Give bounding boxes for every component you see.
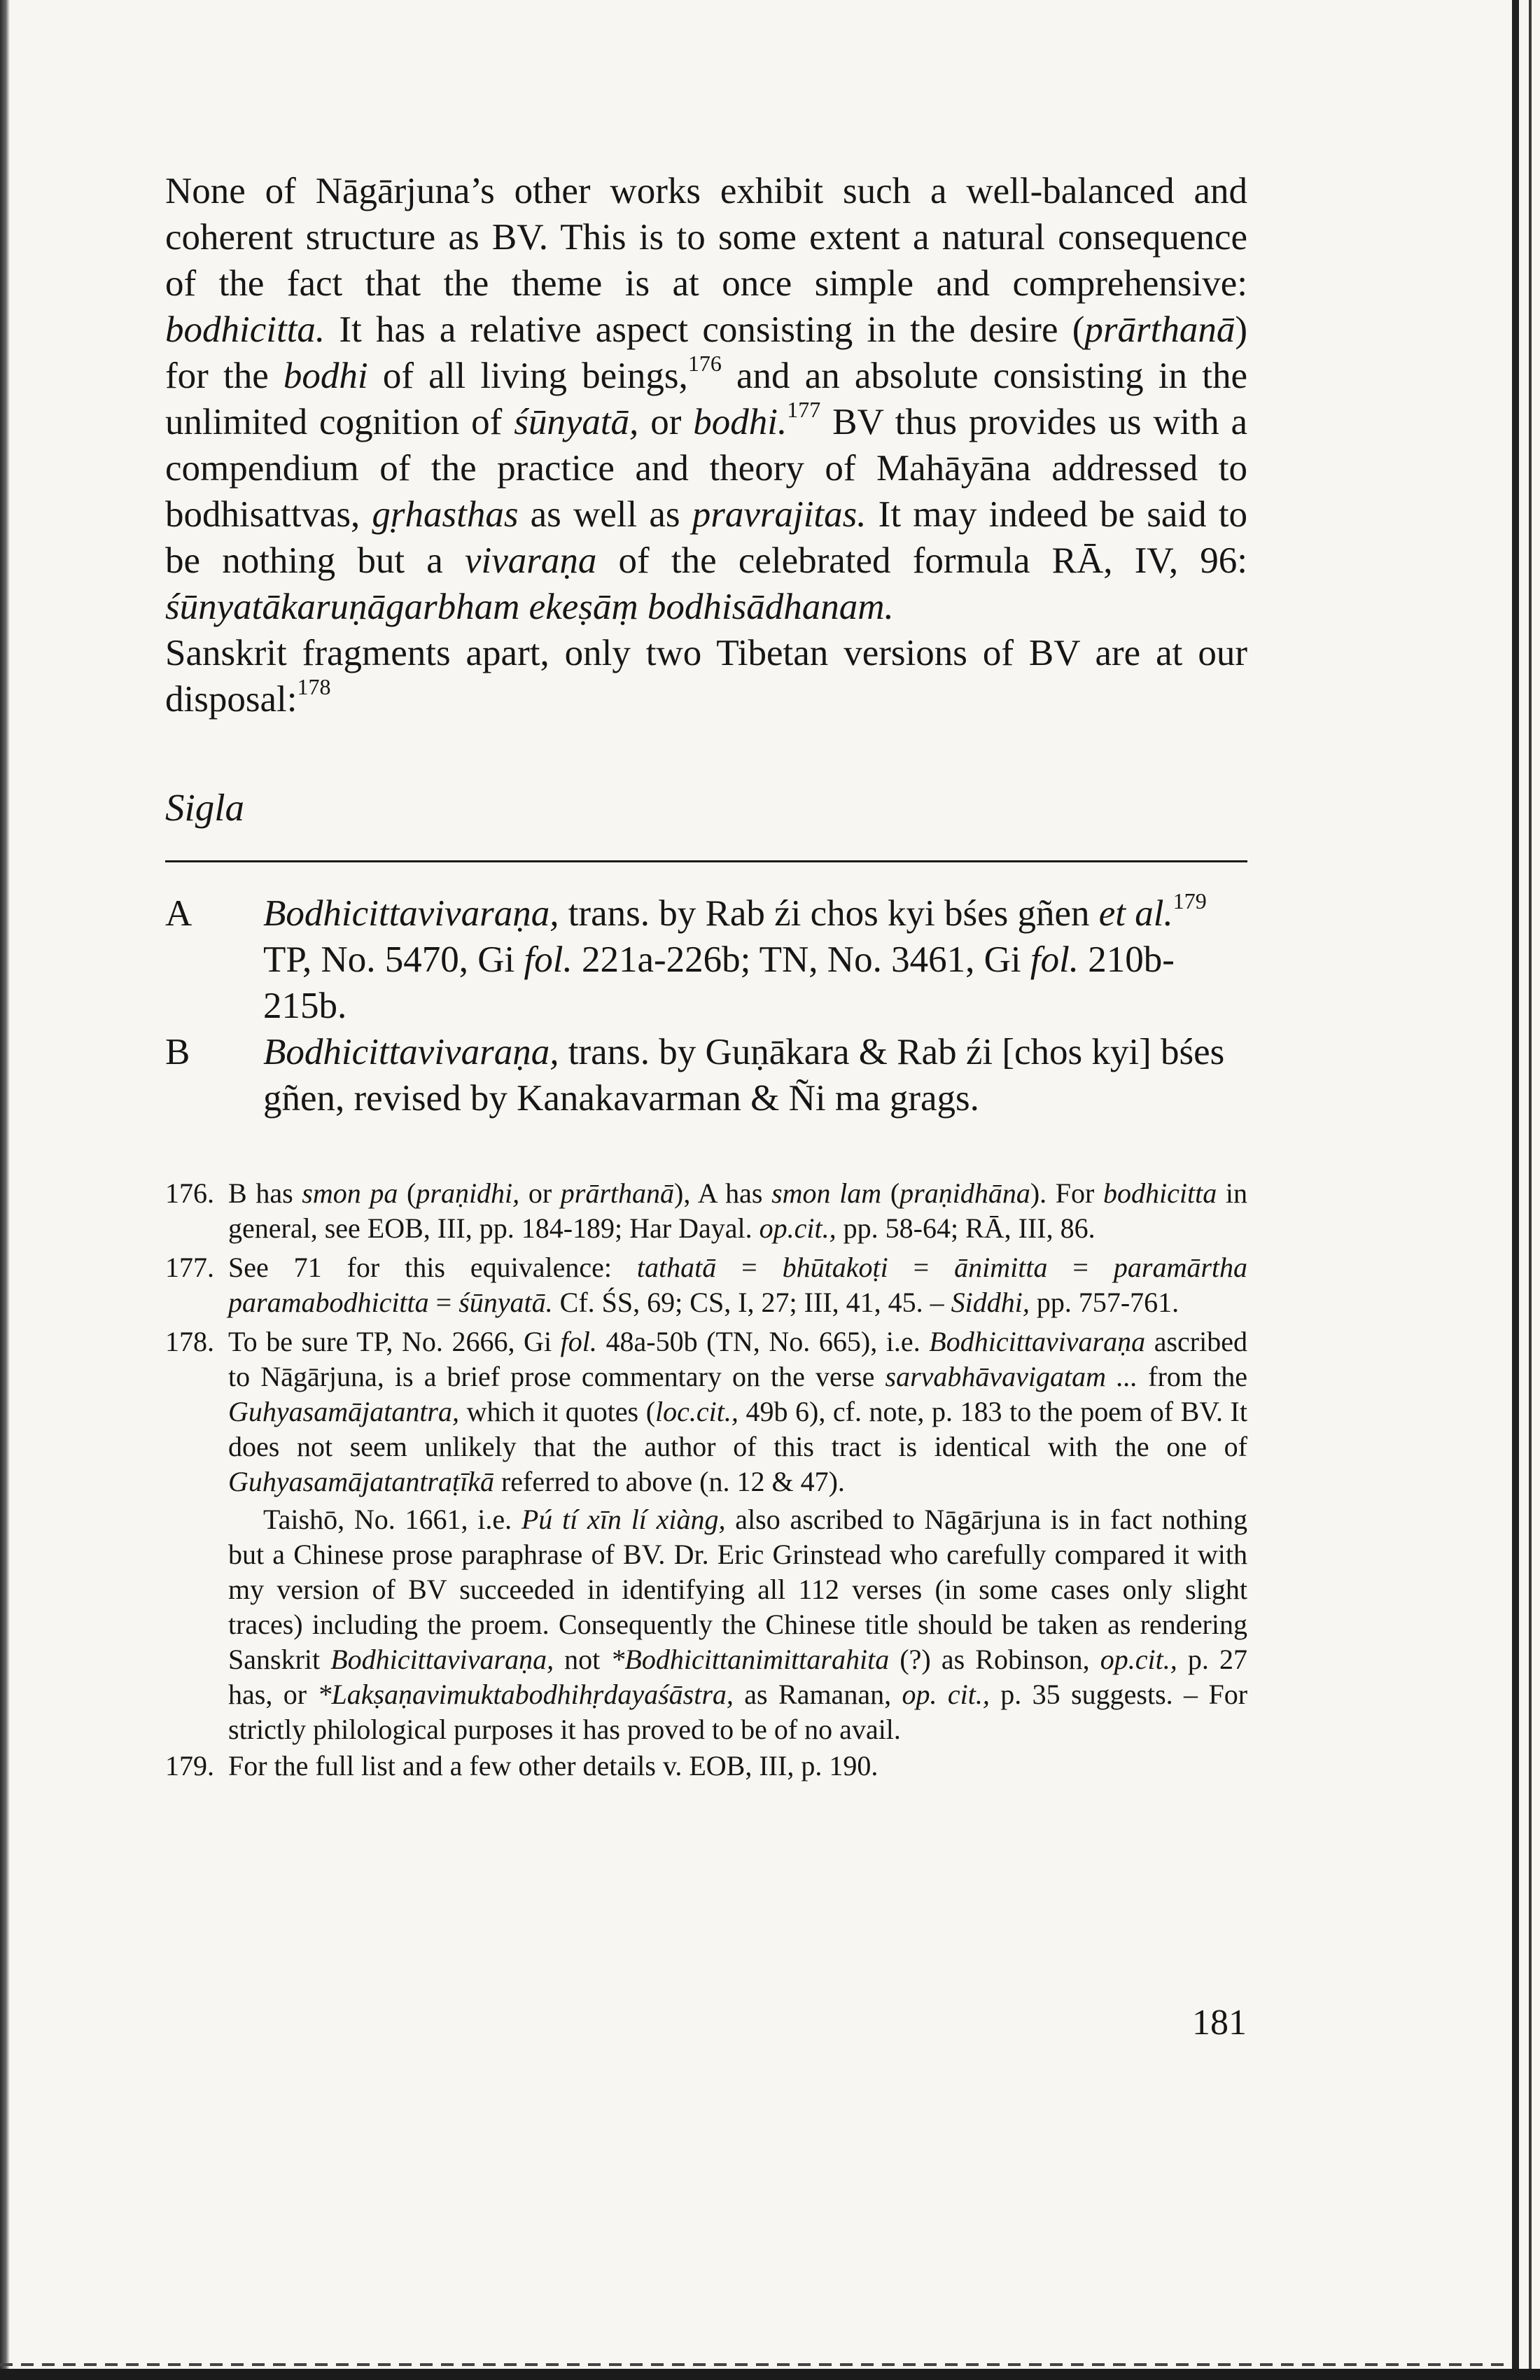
siglum-label: B	[165, 1032, 190, 1072]
footnote-ref-178[interactable]: 178	[297, 674, 331, 699]
body-paragraph-2: Sanskrit fragments apart, only two Tibetan versions of BV are at our disposal:$^{178}$	[165, 633, 1247, 720]
siglum-label: A	[165, 893, 192, 934]
footnote-text: B has smon pa (praṇidhi, or prārthanā), A has smon lam (praṇidhāna). For bodhicitta in general, see EOB, III, pp. 184-189; Har Dayal. op.cit., pp. 58-64; RĀ, III, 86.	[228, 1177, 1248, 1244]
footnote-179	[165, 1749, 1247, 1784]
footnote-176	[165, 1176, 1247, 1246]
scan-edge-bottom-dash	[0, 2363, 1505, 2366]
footnote-number: 178.	[165, 1326, 214, 1357]
footnote-177	[165, 1250, 1247, 1320]
siglum-a	[165, 890, 1247, 1029]
footnote-ref-177[interactable]: 177	[787, 397, 821, 422]
footnote-number: 176.	[165, 1177, 214, 1209]
footnote-178	[165, 1324, 1247, 1499]
footnote-text: For the full list and a few other details v. EOB, III, p. 190.	[228, 1750, 878, 1782]
page-content	[165, 168, 1247, 1784]
footnote-text: To be sure TP, No. 2666, Gi fol. 48a-50b (TN, No. 665), i.e. Bodhicittavivaraṇa ascribed to Nāgārjuna, is a brief prose commentary on the verse sarvabhāvavigatam ... from the Guhyasamājatantra, which it quotes (loc.cit., 49b 6), cf. note, p. 183 to the poem of BV. It does not seem unlikely that the author of this tract is identical with the one of Guhyasamājatantraṭīkā referred to above (n. 12 & 47).	[228, 1326, 1247, 1497]
footnotes	[165, 1176, 1247, 1784]
sigla-divider	[165, 860, 1247, 862]
footnote-178-continuation: Taishō, No. 1661, i.e. Pú tí xīn lí xiàng, also ascribed to Nāgārjuna is in fact nothing but a Chinese prose paraphrase of BV. Dr. Eric Grinstead who carefully compared it with my version of BV succeeded in identifying all 112 verses (in some cases only slight traces) including the proem. Consequently the Chinese title should be taken as rendering Sanskrit Bodhicittavivaraṇa, not *Bodhicittanimittarahita (?) as Robinson, op.cit., p. 27 has, or *Lakṣaṇavimuktabodhihṛdayaśāstra, as Ramanan, op. cit., p. 35 suggests. – For strictly philological purposes it has proved to be of no avail.	[228, 1504, 1248, 1745]
siglum-b	[165, 1029, 1247, 1121]
scan-edge-right	[1512, 0, 1519, 2380]
page-number: 181	[1192, 2003, 1247, 2043]
footnote-text: See 71 for this equivalence: tathatā = bhūtakoṭi = ānimitta = paramārtha paramabodhicitta = śūnyatā. Cf. ŚS, 69; CS, I, 27; III, 41, 45. – Siddhi, pp. 757-761.	[228, 1252, 1248, 1318]
siglum-description: Bodhicittavivaraṇa, trans. by Guṇākara & Rab źi [chos kyi] bśes gñen, revised by Kanakavarman & Ñi ma grags.	[263, 1032, 1225, 1119]
scan-edge-left	[0, 0, 10, 2380]
footnote-number: 179.	[165, 1750, 214, 1782]
footnote-ref-176[interactable]: 176	[687, 351, 722, 376]
footnote-ref-179[interactable]: 179	[1172, 888, 1207, 913]
siglum-description: Bodhicittavivaraṇa, trans. by Rab źi chos kyi bśes gñen et al.$^{179}$ TP, No. 5470, Gi fol. 221a-226b; TN, No. 3461, Gi fol. 210b-215b.	[263, 888, 1207, 1026]
scan-edge-bottom	[0, 2369, 1540, 2380]
body-paragraph-1: None of Nāgārjuna’s other works exhibit such a well-balanced and coherent structure as BV. This is to some extent a natural consequence of the fact that the theme is at once simple and comprehensive: bodhicitta. It has a relative aspect consisting in the desire (prārthanā) for the bodhi of all living beings,$^{176}$ and an absolute consisting in the unlimited cognition of śūnyatā, or bodhi.$^{177}$ BV thus provides us with a compendium of the practice and theory of Mahāyāna addressed to bodhisattvas, gṛhasthas as well as pravrajitas. It may indeed be said to be nothing but a vivaraṇa of the celebrated formula RĀ, IV, 96: śūnyatākaruṇāgarbham ekeṣāṃ bodhisādhanam.	[165, 171, 1248, 627]
footnote-number: 177.	[165, 1252, 214, 1283]
sigla-heading: Sigla	[165, 786, 245, 829]
scan-edge-right-inner	[1529, 0, 1532, 2380]
